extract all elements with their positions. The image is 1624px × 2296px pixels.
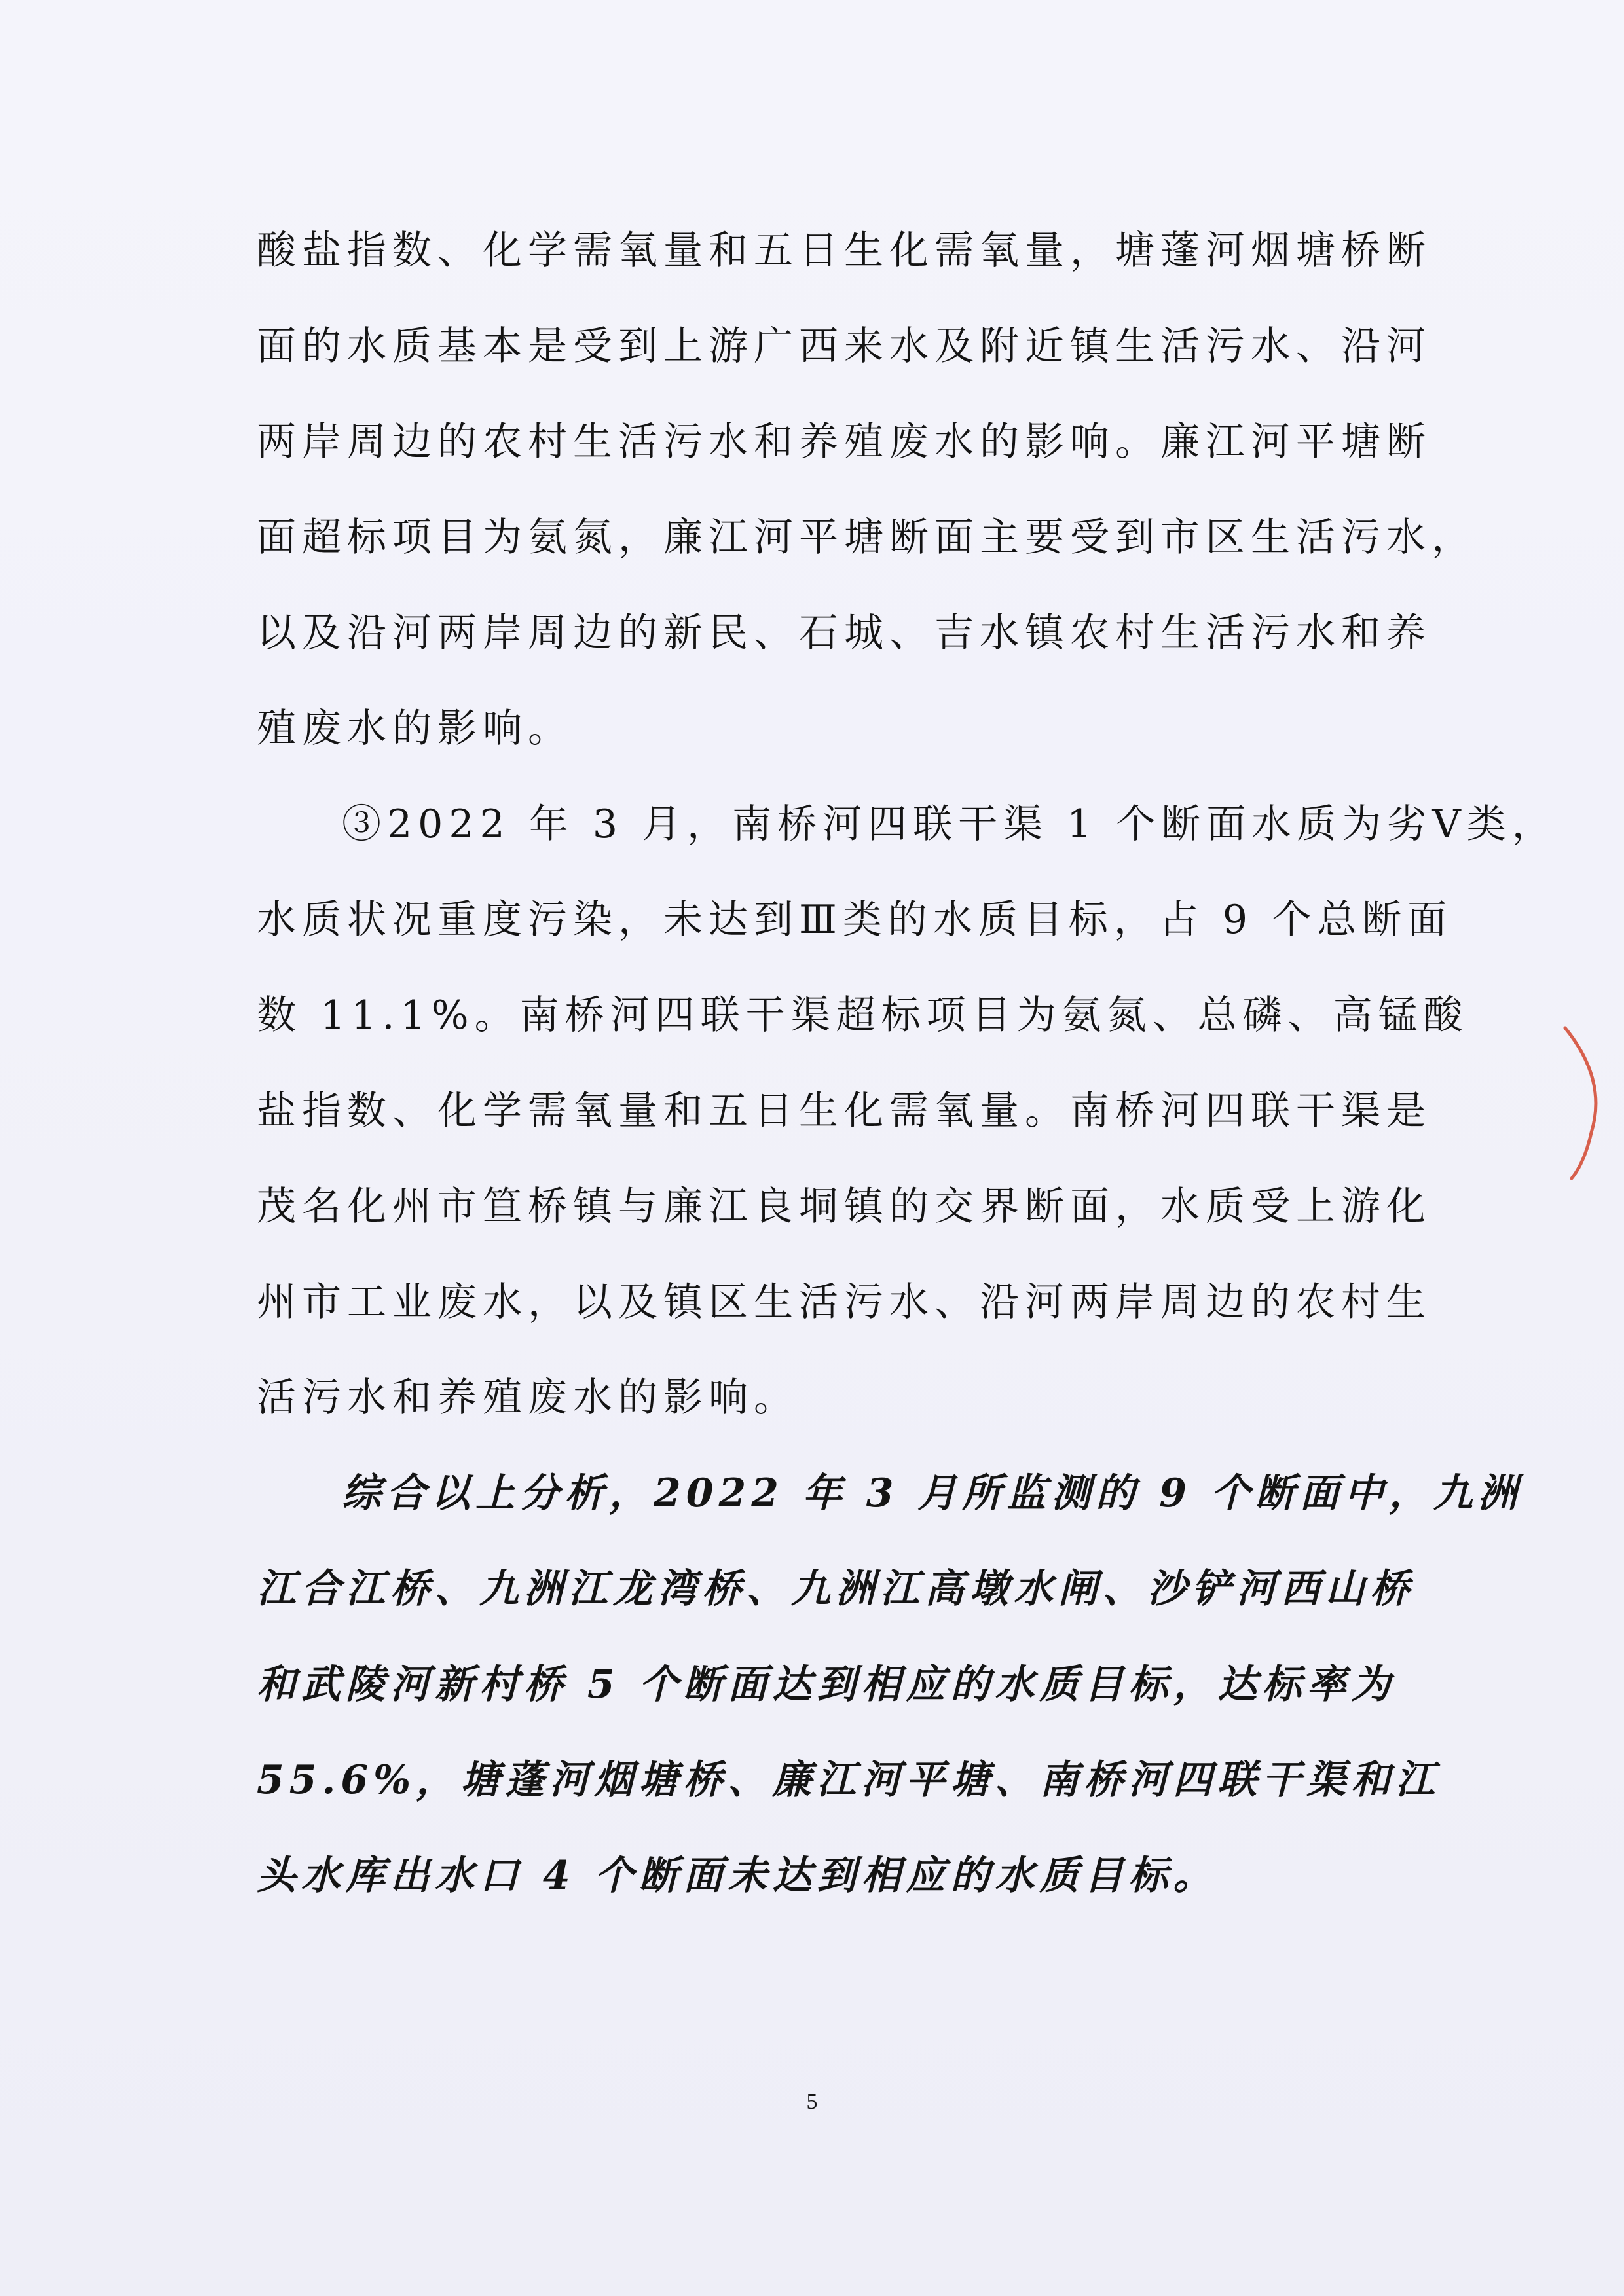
text-line: 活污水和养殖废水的影响。 <box>257 1375 799 1421</box>
summary-line: 综合以上分析，2022 年 3 月所监测的 9 个断面中，九洲 <box>342 1470 1522 1516</box>
text-line: 数 11.1%。南桥河四联干渠超标项目为氨氮、总磷、高锰酸 <box>257 993 1469 1038</box>
text-line: 面超标项目为氨氮，廉江河平塘断面主要受到市区生活污水， <box>257 515 1477 560</box>
seal-arc <box>1565 1028 1596 1178</box>
summary-line: 头水库出水口 4 个断面未达到相应的水质目标。 <box>257 1853 1218 1899</box>
summary-line: 55.6%，塘蓬河烟塘桥、廉江河平塘、南桥河四联干渠和江 <box>257 1757 1441 1803</box>
text-line: ③2022 年 3 月，南桥河四联干渠 1 个断面水质为劣Ⅴ类， <box>342 801 1557 847</box>
summary-line: 江合江桥、九洲江龙湾桥、九洲江高墩水闸、沙铲河西山桥 <box>257 1566 1414 1612</box>
seal-edge <box>1545 1021 1624 1192</box>
text-line: 面的水质基本是受到上游广西来水及附近镇生活污水、沿河 <box>257 323 1431 369</box>
text-line: 州市工业废水，以及镇区生活污水、沿河两岸周边的农村生 <box>257 1279 1431 1325</box>
summary-line: 和武陵河新村桥 5 个断面达到相应的水质目标，达标率为 <box>257 1662 1396 1707</box>
text-line: 盐指数、化学需氧量和五日生化需氧量。南桥河四联干渠是 <box>257 1088 1431 1134</box>
text-line: 以及沿河两岸周边的新民、石城、吉水镇农村生活污水和养 <box>257 610 1431 656</box>
text-line: 酸盐指数、化学需氧量和五日生化需氧量，塘蓬河烟塘桥断 <box>257 228 1431 274</box>
body-text <box>257 203 1557 1923</box>
page-number: 5 <box>806 2090 818 2114</box>
text-line: 两岸周边的农村生活污水和养殖废水的影响。廉江河平塘断 <box>257 419 1431 465</box>
text-line: 水质状况重度污染，未达到Ⅲ类的水质目标，占 9 个总断面 <box>257 897 1453 943</box>
text-line: 殖废水的影响。 <box>257 706 573 752</box>
text-line: 茂名化州市笪桥镇与廉江良垌镇的交界断面，水质受上游化 <box>257 1184 1431 1230</box>
